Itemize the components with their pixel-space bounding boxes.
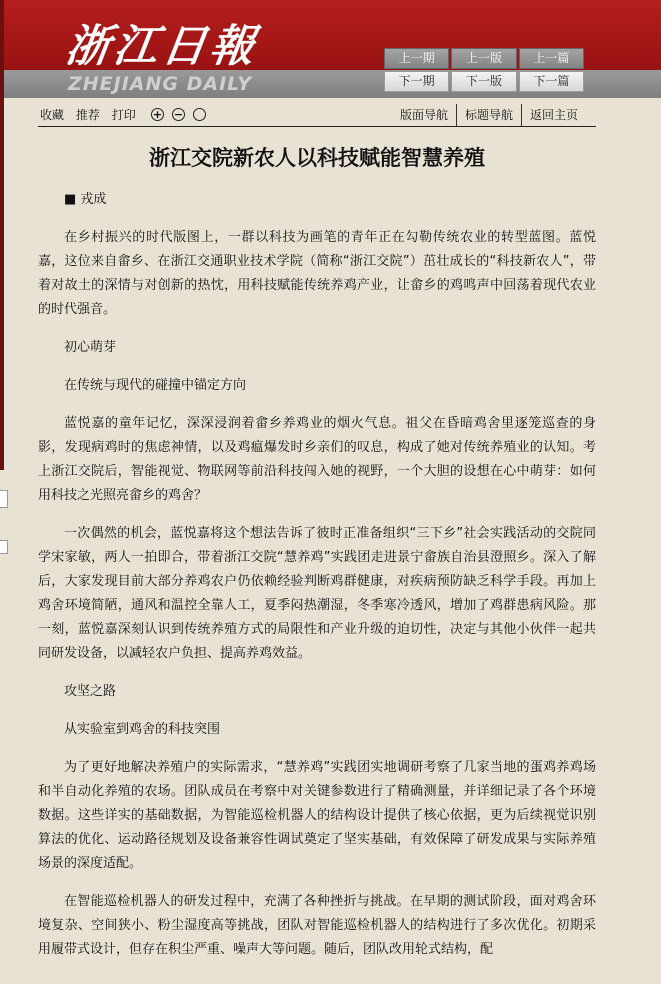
logo-english: ZHEJIANG DAILY xyxy=(68,73,253,95)
recommend-link[interactable]: 推荐 xyxy=(75,108,100,122)
zoom-in-icon[interactable]: + xyxy=(152,108,163,121)
favorite-link[interactable]: 收藏 xyxy=(40,108,65,122)
next-page-button[interactable]: 下一版 xyxy=(451,71,516,92)
page-nav-link[interactable]: 版面导航 xyxy=(399,108,448,122)
article-title: 浙江交院新农人以科技赋能智慧养殖 xyxy=(149,146,485,170)
section-subheading: 从实验室到鸡舍的科技突围 xyxy=(64,722,221,737)
article-paragraph: 蓝悦嘉的童年记忆，深深浸润着畲乡养鸡业的烟火气息。祖父在昏暗鸡舍里逐笼巡查的身影，发现病鸡时的焦虑神情，以及鸡瘟爆发时乡亲们的叹息，构成了她对传统养殖业的认知。考上浙江交院后，智能视觉、物联网等前沿科技闯入她的视野，一个大胆的设想在心中萌芽：如何用科技之光照亮畲乡的鸡舍？ xyxy=(38,416,596,503)
side-scroll-tab-2[interactable] xyxy=(0,540,8,554)
article-body xyxy=(38,188,596,976)
section-heading: 初心萌芽 xyxy=(64,340,117,355)
article-byline: ■ 戎成 xyxy=(64,192,107,207)
issue-navigation xyxy=(384,48,584,92)
article-paragraph: 一次偶然的机会，蓝悦嘉将这个想法告诉了彼时正准备组织“三下乡”社会实践活动的交院同学宋家敏，两人一拍即合，带着浙江交院“慧养鸡”实践团走进景宁畲族自治县澄照乡。深入了解后，大家发现目前大部分养鸡农户仍依赖经验判断鸡群健康，对疾病预防缺乏科学手段。再加上鸡舍环境简陋，通风和温控全靠人工，夏季闷热潮湿，冬季寒冷透风，增加了鸡群患病风险。那一刻，蓝悦嘉深刻认识到传统养殖方式的局限性和产业升级的迫切性，决定与其他小伙伴一起共同研发设备，以减轻农户负担、提高养鸡效益。 xyxy=(38,526,596,661)
article-paragraph: 在智能巡检机器人的研发过程中，充满了各种挫折与挑战。在早期的测试阶段，面对鸡舍环境复杂、空间狭小、粉尘湿度高等挑战，团队对智能巡检机器人的结构进行了多次优化。初期采用履带式设计，但存在积尘严重、噪声大等问题。随后，团队改用轮式结构，配 xyxy=(38,894,596,957)
logo-chinese: 浙江日報 xyxy=(62,21,262,72)
side-scroll-tab[interactable] xyxy=(0,490,8,508)
prev-issue-button[interactable]: 上一期 xyxy=(384,48,449,69)
zoom-controls xyxy=(151,108,206,121)
masthead xyxy=(4,0,661,98)
title-nav-link[interactable]: 标题导航 xyxy=(456,104,521,126)
section-subheading: 在传统与现代的碰撞中锚定方向 xyxy=(64,378,247,393)
zoom-out-icon[interactable]: − xyxy=(173,108,184,121)
prev-page-button[interactable]: 上一版 xyxy=(451,48,516,69)
next-issue-button[interactable]: 下一期 xyxy=(384,71,449,92)
home-link[interactable]: 返回主页 xyxy=(521,104,586,126)
prev-article-button[interactable]: 上一篇 xyxy=(519,48,584,69)
print-link[interactable]: 打印 xyxy=(111,108,136,122)
next-article-button[interactable]: 下一篇 xyxy=(519,71,584,92)
zoom-reset-icon[interactable] xyxy=(193,108,206,121)
section-heading: 攻坚之路 xyxy=(64,684,117,699)
article-toolbar xyxy=(38,104,596,127)
article-paragraph: 在乡村振兴的时代版图上，一群以科技为画笔的青年正在勾勒传统农业的转型蓝图。蓝悦嘉，这位来自畲乡、在浙江交通职业技术学院（简称“浙江交院”）茁壮成长的“科技新农人”，带着对故土的深情与对创新的热忱，用科技赋能传统养鸡产业，让畲乡的鸡鸣声中回荡着现代农业的时代强音。 xyxy=(38,230,596,317)
article-paragraph: 为了更好地解决养殖户的实际需求，“慧养鸡”实践团实地调研考察了几家当地的蛋鸡养鸡场和半自动化养殖的农场。团队成员在考察中对关键参数进行了精确测量，并详细记录了各个环境数据。这些详实的基础数据，为智能巡检机器人的结构设计提供了核心依据，更为后续视觉识别算法的优化、运动路径规划及设备兼容性调试奠定了坚实基础，有效保障了研发成果与实际养殖场景的深度适配。 xyxy=(38,760,596,871)
